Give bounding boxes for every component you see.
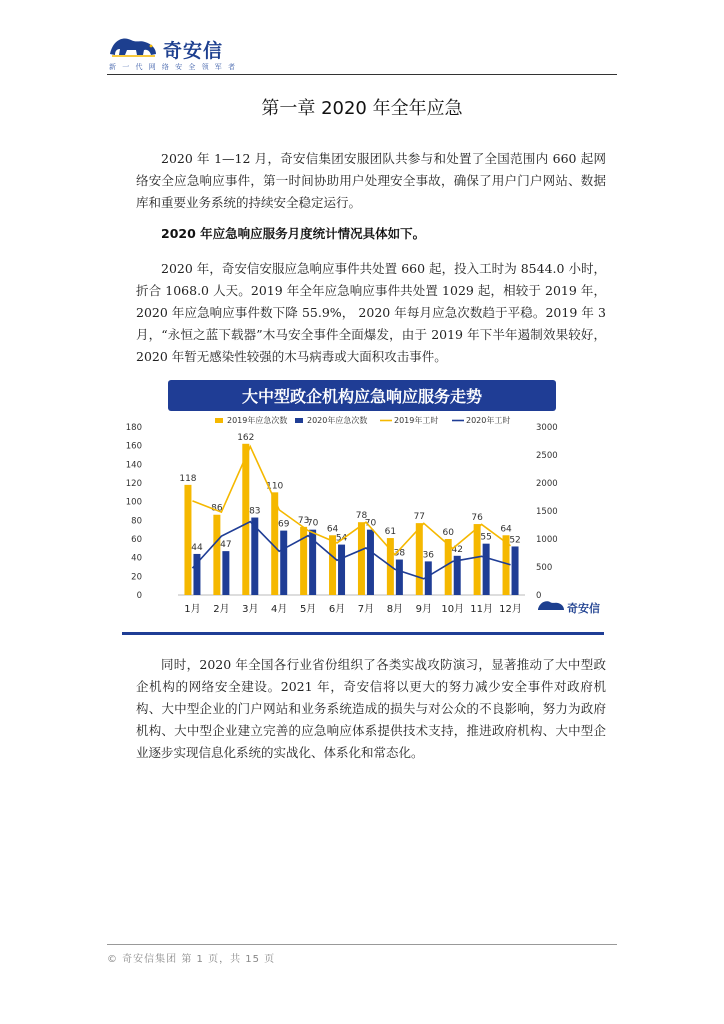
bar-2020-count <box>396 560 403 595</box>
y-left-tick-label: 100 <box>125 497 142 508</box>
x-tick-label: 10月 <box>441 604 465 615</box>
footer-divider <box>107 944 617 945</box>
y-right-tick-label: 2500 <box>536 451 558 461</box>
legend-label: 2020年工时 <box>466 416 511 425</box>
x-tick-label: 3月 <box>242 604 259 615</box>
y-left-tick-label: 140 <box>125 460 142 471</box>
legend-swatch <box>295 418 303 423</box>
bar-2020-label: 70 <box>306 518 319 529</box>
bar-2019-label: 78 <box>355 511 368 522</box>
bar-2020-label: 83 <box>249 506 261 517</box>
company-logo <box>107 30 367 70</box>
chapter-title: 第一章 2020 年全年应急 <box>261 98 463 119</box>
bar-2020-count <box>483 544 490 595</box>
trend-chart <box>120 374 604 636</box>
bar-2019-label: 73 <box>297 515 310 526</box>
bar-2019-label: 61 <box>384 527 397 538</box>
legend-label: 2019年工时 <box>394 416 439 425</box>
y-left-tick-label: 60 <box>131 535 142 545</box>
y-right-tick-label: 3000 <box>536 423 558 433</box>
y-left-tick-label: 120 <box>125 479 142 489</box>
legend-swatch <box>215 418 223 423</box>
y-left-tick-label: 20 <box>131 572 142 583</box>
x-tick-label: 5月 <box>299 604 317 615</box>
page-header <box>107 30 617 75</box>
x-tick-label: 1月 <box>184 604 201 615</box>
y-left-tick-label: 180 <box>125 423 142 433</box>
header-divider <box>107 74 617 75</box>
bar-2020-count <box>338 545 345 595</box>
bar-2020-label: 52 <box>509 535 521 546</box>
bar-2020-label: 55 <box>480 532 492 543</box>
bar-2020-label: 69 <box>277 519 290 530</box>
stats-paragraph: 2020 年，奇安信安服应急响应事件共处置 660 起，投入工时为 8544.0 小时，折合 1068.0 人天。2019 年全年应急响应事件共处置 1029 起，相较于 2019 年，2020 年应急响应事件数下降 55.9%， 2020 年每月应急次数趋于平稳。2019 年 3 月，“永恒之蓝下载器”木马安全事件全面爆发，由于 2019 年下半年遏制效果较好，2020 年暂无感染性较强的木马病毒或大面积攻击事件。 <box>136 261 606 364</box>
section-subheading: 2020 年应急响应服务月度统计情况具体如下。 <box>161 226 426 241</box>
y-left-tick-label: 40 <box>131 553 142 564</box>
bar-2020-label: 42 <box>451 544 463 555</box>
x-tick-label: 4月 <box>271 604 288 615</box>
chart-bottom-bar <box>122 632 604 635</box>
bar-2020-label: 70 <box>364 518 377 529</box>
bar-2019-label: 77 <box>413 512 426 523</box>
bar-2019-count <box>329 535 336 595</box>
bar-2019-label: 60 <box>442 528 454 538</box>
bar-2019-count <box>358 522 365 595</box>
bar-2020-label: 36 <box>422 550 435 561</box>
y-right-tick-label: 0 <box>536 591 542 601</box>
bar-2020-count <box>512 546 519 595</box>
bar-2020-label: 47 <box>220 540 232 551</box>
y-right-tick-label: 1000 <box>536 535 558 545</box>
bar-2020-label: 44 <box>191 542 203 553</box>
watermark-brand: 奇安信 <box>567 602 600 615</box>
legend-label: 2019年应急次数 <box>227 416 288 425</box>
chart-background <box>120 374 604 636</box>
outlook-paragraph: 同时，2020 年全国各行业省份组织了各类实战攻防演习，显著推动了大中型政企机构的网络安全建设。2021 年，奇安信将以更大的努力减少安全事件对政府机构、大中型企业的门户网站和业务系统造成的损失与对公众的不良影响，努力为政府机构、大中型企业建立完善的应急响应体系提供技术支持，推进政府机构、大中型企业逐步实现信息化系统的实战化、体系化和常态化。 <box>136 657 606 760</box>
y-right-tick-label: 2000 <box>536 479 558 489</box>
x-tick-label: 2月 <box>213 604 230 615</box>
bar-2019-label: 110 <box>266 481 284 492</box>
bar-2019-label: 86 <box>211 503 223 514</box>
bar-2020-count <box>222 551 229 595</box>
y-right-tick-label: 500 <box>536 563 553 573</box>
bar-2020-count <box>367 530 374 595</box>
logo-mark-icon <box>107 34 159 60</box>
intro-paragraph: 2020 年 1—12 月，奇安信集团安服团队共参与和处置了全国范围内 660 起网络安全应急响应事件，第一时间协助用户处理安全事故，确保了用户门户网站、数据库和重要业务系统的持续安全稳定运行。 <box>136 151 606 210</box>
x-tick-label: 6月 <box>328 604 346 615</box>
bar-2019-label: 162 <box>237 432 255 443</box>
bar-2019-label: 64 <box>326 524 339 535</box>
bar-2020-label: 54 <box>335 533 348 544</box>
bar-2020-label: 38 <box>393 548 406 559</box>
x-tick-label: 7月 <box>357 604 375 615</box>
x-tick-label: 8月 <box>386 604 404 615</box>
x-tick-label: 12月 <box>499 604 522 615</box>
bar-2019-label: 64 <box>500 524 512 535</box>
x-tick-label: 11月 <box>470 604 493 615</box>
chart-title: 大中型政企机构应急响应服务走势 <box>241 387 483 406</box>
bar-2019-label: 118 <box>179 473 197 484</box>
y-left-tick-label: 160 <box>125 441 142 452</box>
y-right-tick-label: 1500 <box>536 507 558 517</box>
bar-2019-count <box>184 485 191 595</box>
brand-slogan: 新 一 代 网 络 安 全 领 军 者 <box>109 63 238 71</box>
x-tick-label: 9月 <box>415 604 432 615</box>
bar-2020-count <box>280 531 287 595</box>
y-left-tick-label: 0 <box>136 591 142 601</box>
trend-chart-svg <box>120 374 604 636</box>
bar-2019-count <box>242 444 249 595</box>
bar-2019-label: 76 <box>471 513 483 524</box>
legend-label: 2020年应急次数 <box>307 416 368 425</box>
y-left-tick-label: 80 <box>131 516 142 527</box>
brand-name: 奇安信 <box>163 40 224 62</box>
bar-2019-count <box>213 515 220 595</box>
page-footer: © 奇安信集团 第 1 页，共 15 页 <box>107 954 276 965</box>
